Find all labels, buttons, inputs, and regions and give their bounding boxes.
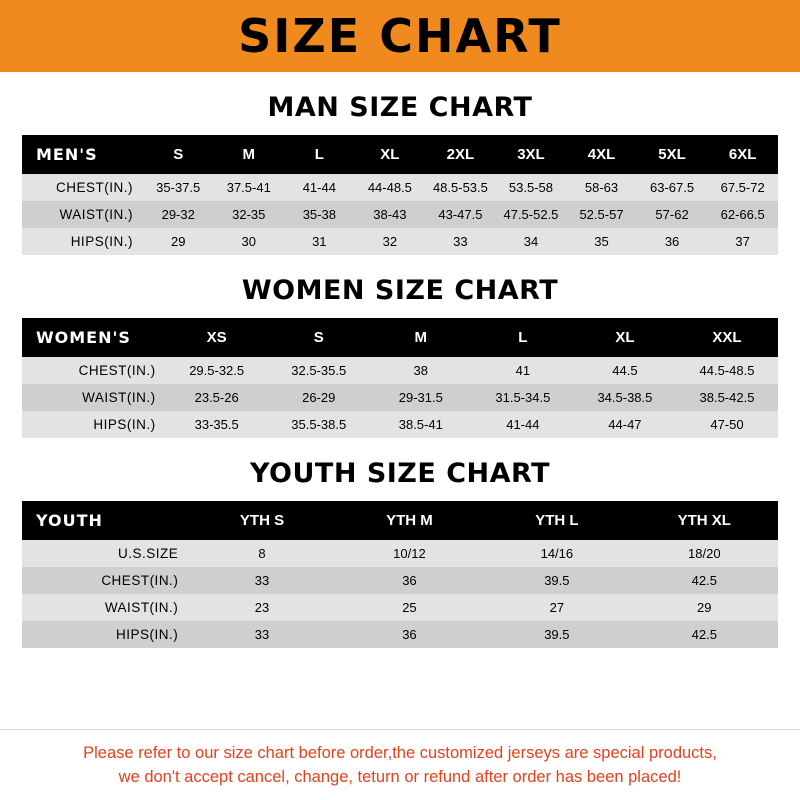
cell: 44-48.5: [355, 174, 426, 201]
row-label: WAIST(IN.): [22, 201, 143, 228]
cell: 37.5-41: [214, 174, 285, 201]
footer-note-line-2: we don't accept cancel, change, teturn or refund after order has been placed!: [118, 768, 682, 787]
cell: 10/12: [336, 540, 483, 567]
table-row: [22, 384, 778, 411]
women-section-title: WOMEN SIZE CHART: [241, 275, 559, 306]
women-header-cell: XS: [166, 318, 268, 357]
cell: 18/20: [631, 540, 778, 567]
youth-header-cell: YTH XL: [631, 501, 778, 540]
cell: 33: [425, 228, 496, 255]
cell: 47.5-52.5: [496, 201, 567, 228]
cell: 42.5: [631, 621, 778, 648]
row-label: U.S.SIZE: [22, 540, 188, 567]
table-row: [22, 621, 778, 648]
cell: 32: [355, 228, 426, 255]
row-label: CHEST(IN.): [22, 357, 166, 384]
cell: 42.5: [631, 567, 778, 594]
cell: 30: [214, 228, 285, 255]
youth-header-cell: YTH M: [336, 501, 483, 540]
men-header-cell: 6XL: [707, 135, 778, 174]
cell: 41: [472, 357, 574, 384]
cell: 27: [483, 594, 630, 621]
cell: 58-63: [566, 174, 637, 201]
table-row: [22, 357, 778, 384]
row-label: HIPS(IN.): [22, 621, 188, 648]
cell: 33-35.5: [166, 411, 268, 438]
chart-content: [0, 72, 800, 729]
header-banner: [0, 0, 800, 72]
footer-note-line-1: Please refer to our size chart before order,the customized jerseys are special products,: [83, 744, 717, 763]
youth-header-label: YOUTH: [22, 501, 188, 540]
cell: 36: [336, 567, 483, 594]
cell: 47-50: [676, 411, 778, 438]
cell: 38: [370, 357, 472, 384]
cell: 48.5-53.5: [425, 174, 496, 201]
table-row: [22, 201, 778, 228]
cell: 32-35: [214, 201, 285, 228]
cell: 62-66.5: [707, 201, 778, 228]
men-header-cell: S: [143, 135, 214, 174]
table-row: [22, 540, 778, 567]
cell: 41-44: [472, 411, 574, 438]
page-title: SIZE CHART: [238, 9, 562, 63]
cell: 53.5-58: [496, 174, 567, 201]
table-header-row: [22, 318, 778, 357]
cell: 43-47.5: [425, 201, 496, 228]
cell: 35-37.5: [143, 174, 214, 201]
table-row: [22, 174, 778, 201]
men-header-cell: XL: [355, 135, 426, 174]
table-row: [22, 567, 778, 594]
cell: 31.5-34.5: [472, 384, 574, 411]
table-row: [22, 411, 778, 438]
cell: 33: [188, 621, 335, 648]
women-header-cell: L: [472, 318, 574, 357]
cell: 38.5-41: [370, 411, 472, 438]
men-header-cell: 4XL: [566, 135, 637, 174]
row-label: WAIST(IN.): [22, 384, 166, 411]
youth-header-cell: YTH L: [483, 501, 630, 540]
cell: 8: [188, 540, 335, 567]
cell: 63-67.5: [637, 174, 708, 201]
cell: 29.5-32.5: [166, 357, 268, 384]
table-header-row: [22, 501, 778, 540]
women-header-cell: XL: [574, 318, 676, 357]
men-header-cell: 3XL: [496, 135, 567, 174]
women-header-cell: S: [268, 318, 370, 357]
women-header-label: WOMEN'S: [22, 318, 166, 357]
row-label: CHEST(IN.): [22, 567, 188, 594]
youth-section-title: YOUTH SIZE CHART: [249, 458, 551, 489]
cell: 29-32: [143, 201, 214, 228]
cell: 34: [496, 228, 567, 255]
table-row: [22, 228, 778, 255]
footer-note: [0, 729, 800, 800]
cell: 44.5-48.5: [676, 357, 778, 384]
cell: 52.5-57: [566, 201, 637, 228]
men-section-title: MAN SIZE CHART: [267, 92, 533, 123]
women-header-cell: XXL: [676, 318, 778, 357]
cell: 36: [637, 228, 708, 255]
cell: 29-31.5: [370, 384, 472, 411]
cell: 41-44: [284, 174, 355, 201]
cell: 32.5-35.5: [268, 357, 370, 384]
cell: 26-29: [268, 384, 370, 411]
cell: 44-47: [574, 411, 676, 438]
cell: 29: [143, 228, 214, 255]
men-size-table: [22, 135, 778, 255]
cell: 14/16: [483, 540, 630, 567]
cell: 67.5-72: [707, 174, 778, 201]
men-header-cell: M: [214, 135, 285, 174]
youth-size-table: [22, 501, 778, 648]
cell: 38-43: [355, 201, 426, 228]
men-header-cell: 5XL: [637, 135, 708, 174]
row-label: HIPS(IN.): [22, 228, 143, 255]
cell: 57-62: [637, 201, 708, 228]
women-header-cell: M: [370, 318, 472, 357]
table-header-row: [22, 135, 778, 174]
men-header-label: MEN'S: [22, 135, 143, 174]
men-header-cell: L: [284, 135, 355, 174]
cell: 35-38: [284, 201, 355, 228]
cell: 44.5: [574, 357, 676, 384]
row-label: CHEST(IN.): [22, 174, 143, 201]
cell: 23: [188, 594, 335, 621]
cell: 36: [336, 621, 483, 648]
cell: 23.5-26: [166, 384, 268, 411]
men-header-cell: 2XL: [425, 135, 496, 174]
cell: 33: [188, 567, 335, 594]
women-size-table: [22, 318, 778, 438]
cell: 31: [284, 228, 355, 255]
cell: 25: [336, 594, 483, 621]
cell: 37: [707, 228, 778, 255]
cell: 39.5: [483, 567, 630, 594]
cell: 29: [631, 594, 778, 621]
row-label: HIPS(IN.): [22, 411, 166, 438]
cell: 34.5-38.5: [574, 384, 676, 411]
cell: 39.5: [483, 621, 630, 648]
cell: 38.5-42.5: [676, 384, 778, 411]
cell: 35.5-38.5: [268, 411, 370, 438]
youth-header-cell: YTH S: [188, 501, 335, 540]
row-label: WAIST(IN.): [22, 594, 188, 621]
cell: 35: [566, 228, 637, 255]
table-row: [22, 594, 778, 621]
